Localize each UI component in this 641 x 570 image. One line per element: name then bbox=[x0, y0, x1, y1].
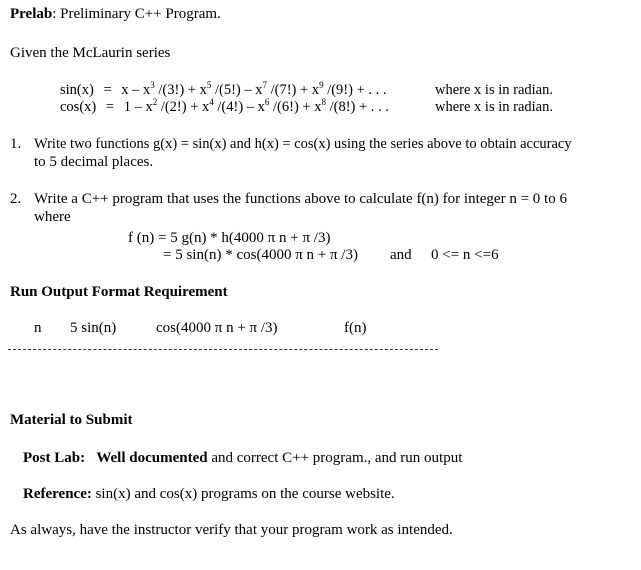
sin-lhs: sin(x) bbox=[60, 82, 94, 98]
cos-lhs: cos(x) bbox=[60, 99, 97, 115]
postlab-rest: and correct C++ program., and run output bbox=[207, 450, 463, 466]
item1-line2: to 5 decimal places. bbox=[34, 154, 154, 170]
cos-eq: = bbox=[105, 99, 115, 115]
postlab-line bbox=[23, 450, 462, 467]
postlab-bold: Well documented bbox=[96, 450, 208, 466]
reference-line bbox=[23, 486, 395, 503]
sin-series bbox=[60, 82, 387, 99]
column-header-fn: f(n) bbox=[344, 320, 367, 336]
intro-text: Given the McLaurin series bbox=[10, 45, 171, 61]
formula-and: and bbox=[390, 247, 412, 263]
formula-line1: f (n) = 5 g(n) * h(4000 π n + π /3) bbox=[128, 230, 331, 246]
item2-number: 2. bbox=[10, 191, 22, 207]
column-header-cos: cos(4000 π n + π /3) bbox=[156, 320, 278, 336]
item2-line1: Write a C++ program that uses the functions above to calculate f(n) for integer n = 0 to 6 bbox=[34, 191, 567, 207]
sin-note: where x is in radian. bbox=[435, 82, 553, 98]
dashed-divider bbox=[8, 349, 438, 350]
page-title bbox=[10, 6, 221, 23]
reference-rest: sin(x) and cos(x) programs on the course website. bbox=[91, 486, 395, 502]
reference-label: Reference: bbox=[23, 486, 92, 502]
item1-line1: Write two functions g(x) = sin(x) and h(x) = cos(x) using the series above to obtain accuracy bbox=[34, 136, 572, 152]
closing-text: As always, have the instructor verify that your program work as intended. bbox=[10, 522, 453, 538]
column-header-n: n bbox=[34, 320, 42, 336]
material-heading: Material to Submit bbox=[10, 412, 133, 428]
column-header-5sin: 5 sin(n) bbox=[70, 320, 117, 336]
sin-eq: = bbox=[103, 82, 112, 98]
title-text: : Preliminary C++ Program. bbox=[52, 6, 221, 22]
formula-line2: = 5 sin(n) * cos(4000 π n + π /3) bbox=[163, 247, 358, 263]
cos-series bbox=[60, 99, 389, 116]
cos-note: where x is in radian. bbox=[435, 99, 553, 115]
formula-range: 0 <= n <=6 bbox=[431, 247, 499, 263]
cos-terms: $1 - x^2$ $/(2!) + x^4$ $/(4!) - x^6$ $/(6!) + x^8$ /(8!) + . . . bbox=[123, 97, 389, 115]
run-output-heading: Run Output Format Requirement bbox=[10, 284, 228, 300]
postlab-label: Post Lab: bbox=[23, 450, 86, 466]
sin-terms: x – $x^3$ $/(3!) + x^5$ $/(5!) - x^7$ $/(7!) + x^9$ /(9!) + . . . bbox=[121, 80, 387, 98]
item1-number: 1. bbox=[10, 136, 22, 152]
item2-line2: where bbox=[34, 209, 71, 225]
title-label: Prelab bbox=[10, 6, 53, 22]
